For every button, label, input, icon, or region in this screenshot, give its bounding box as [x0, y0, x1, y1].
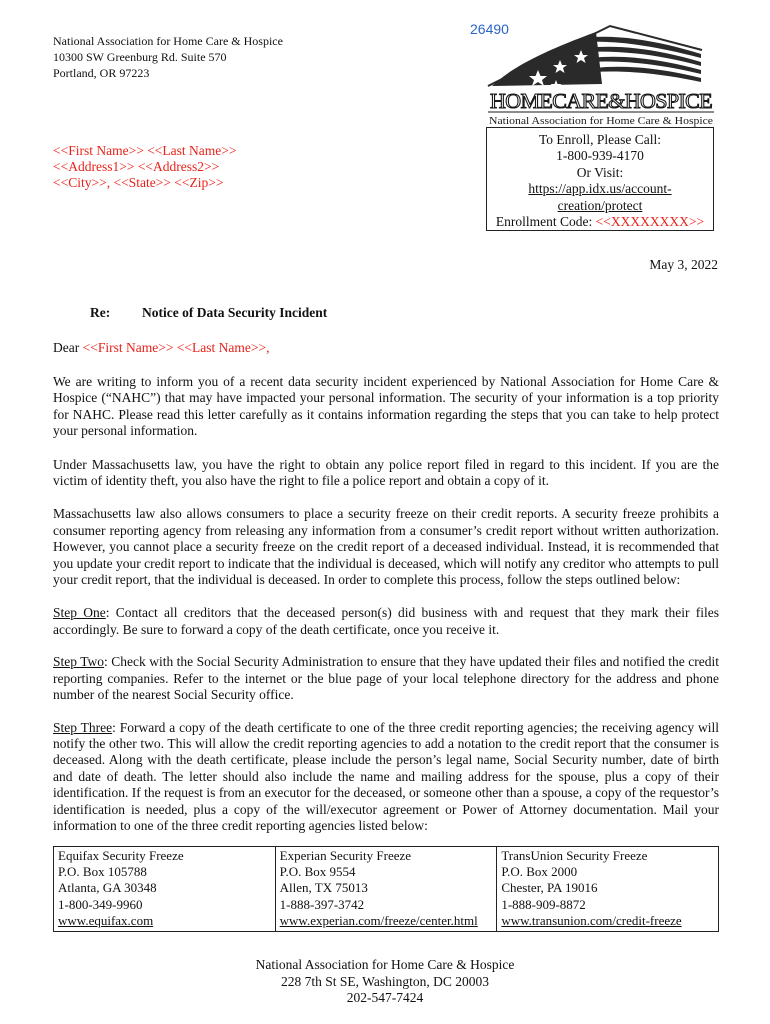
agency-phone: 1-888-909-8872: [501, 896, 586, 912]
step-two-text: : Check with the Social Security Administration to ensure that they have updated their files and notified the credit reporting companies. Refer to the internet or the blue page of your local telephone directory for the address and phone number of the nearest Social Security office.: [53, 654, 719, 703]
enroll-code-label: Enrollment Code:: [495, 214, 593, 230]
reference-number: 26490: [470, 21, 509, 37]
police-report-paragraph: Under Massachusetts law, you have the right to obtain any police report filed in regard to this incident. If you are the victim of identity theft, you also have the right to file a police report and obtain a copy of it.: [53, 456, 719, 489]
table-row: [54, 847, 719, 932]
re-line: [90, 305, 328, 321]
recipient-line-1: <<First Name>> <<Last Name>>: [53, 143, 237, 158]
agency-url[interactable]: www.experian.com/freeze/center.html: [279, 912, 478, 928]
agency-url[interactable]: www.equifax.com: [58, 912, 154, 928]
enroll-code-value: <<XXXXXXXX>>: [595, 214, 705, 230]
agency-phone: 1-800-349-9960: [58, 896, 143, 912]
agency-transunion: [497, 847, 719, 932]
re-subject: Notice of Data Security Incident: [142, 305, 328, 320]
step-three-paragraph: [53, 720, 719, 835]
enroll-call-label: To Enroll, Please Call:: [538, 132, 662, 147]
agency-name: Equifax Security Freeze: [58, 848, 184, 863]
agency-city: Chester, PA 19016: [501, 880, 598, 896]
agency-url[interactable]: www.transunion.com/credit-freeze: [501, 912, 682, 928]
step-three-label: Step Three: [53, 719, 113, 735]
salutation-prefix: Dear: [53, 340, 80, 355]
sender-address: [53, 33, 283, 81]
agency-phone: 1-888-397-3742: [279, 896, 365, 912]
sender-street: 10300 SW Greenburg Rd. Suite 570: [53, 50, 227, 64]
agency-name: Experian Security Freeze: [279, 848, 412, 863]
enrollment-box: [486, 127, 714, 231]
footer-address: [0, 957, 770, 1007]
agency-equifax: [54, 847, 276, 932]
agency-city: Atlanta, GA 30348: [58, 880, 157, 896]
step-two-paragraph: [53, 654, 719, 703]
agency-box: P.O. Box 105788: [58, 864, 147, 880]
letter-body: [53, 374, 719, 850]
security-freeze-paragraph: Massachusetts law also allows consumers to place a security freeze on their credit reports. A security freeze prohibits a consumer reporting agency from releasing any information from a consumer’s credit report without written authorization. However, you cannot place a security freeze on the credit report of a deceased individual. Instead, it is recommended that you update your credit report to indicate that the individual is deceased, which will notify any creditor who attempts to pull your credit report, that the individual is deceased. In order to complete this process, follow the steps outlined below:: [53, 506, 719, 588]
footer-name: National Association for Home Care & Hospice: [255, 957, 515, 972]
logo-tagline: National Association for Home Care & Hospice: [489, 115, 714, 127]
agency-box: P.O. Box 9554: [279, 864, 356, 880]
nahc-logo: [486, 24, 716, 128]
logo-flag-canton: [492, 32, 602, 86]
salutation: [53, 340, 270, 356]
recipient-line-2: <<Address1>> <<Address2>>: [53, 159, 220, 174]
agency-name: TransUnion Security Freeze: [501, 848, 648, 863]
agency-box: P.O. Box 2000: [501, 864, 578, 880]
salutation-name: <<First Name>> <<Last Name>>,: [82, 340, 270, 355]
letter-date: May 3, 2022: [649, 257, 718, 272]
sender-name: National Association for Home Care & Hospice: [53, 34, 283, 48]
enroll-phone: 1-800-939-4170: [556, 148, 644, 164]
agency-experian: [275, 847, 497, 932]
step-two-label: Step Two: [53, 654, 105, 670]
intro-paragraph: We are writing to inform you of a recent data security incident experienced by National Association for Home Care & Hospice (“NAHC”) that may have impacted your personal information. The security of your information is a top priority for NAHC. Please read this letter carefully as it contains information regarding the steps that you can take to help protect your personal information.: [53, 374, 719, 439]
enroll-or-visit: Or Visit:: [576, 164, 624, 180]
step-one-paragraph: [53, 605, 719, 638]
credit-agencies-table: [53, 846, 719, 932]
step-one-text: : Contact all creditors that the deceased person(s) did business with and request that they mark their files accordingly. Be sure to forward a copy of the death certificate, once you receive it.: [53, 605, 719, 637]
recipient-line-3: <<City>>, <<State>> <<Zip>>: [53, 175, 224, 190]
step-three-text: : Forward a copy of the death certificate to one of the three credit reporting agencies; the receiving agency will notify the other two. This will allow the credit reporting agencies to add a notation to the credit report that the consumer is deceased. Along with the death certificate, please include the person’s legal name, Social Security number, date of birth and date of death. The letter should also include the name and mailing address for the spouse, plus a copy of their identification. If the request is from an executor for the deceased, or someone other than a spouse, a copy of the requestor’s identification is needed, plus a copy of the will/executor agreement or Power of Attorney documentation. Mail your information to one of the three credit reporting agencies listed below:: [53, 719, 720, 833]
logo-wordmark: HOMECARE&HOSPICE: [490, 89, 713, 113]
re-label: Re:: [90, 305, 111, 320]
recipient-address: [53, 143, 237, 191]
agency-city: Allen, TX 75013: [279, 880, 368, 896]
footer-phone: 202-547-7424: [346, 990, 424, 1005]
step-one-label: Step One: [53, 605, 106, 621]
footer-street: 228 7th St SE, Washington, DC 20003: [281, 973, 489, 989]
sender-city: Portland, OR 97223: [53, 66, 150, 80]
enroll-url-line-2[interactable]: creation/protect: [557, 197, 643, 213]
enroll-url-line-1[interactable]: https://app.idx.us/account-: [528, 181, 672, 197]
enroll-code-line: [487, 214, 713, 230]
